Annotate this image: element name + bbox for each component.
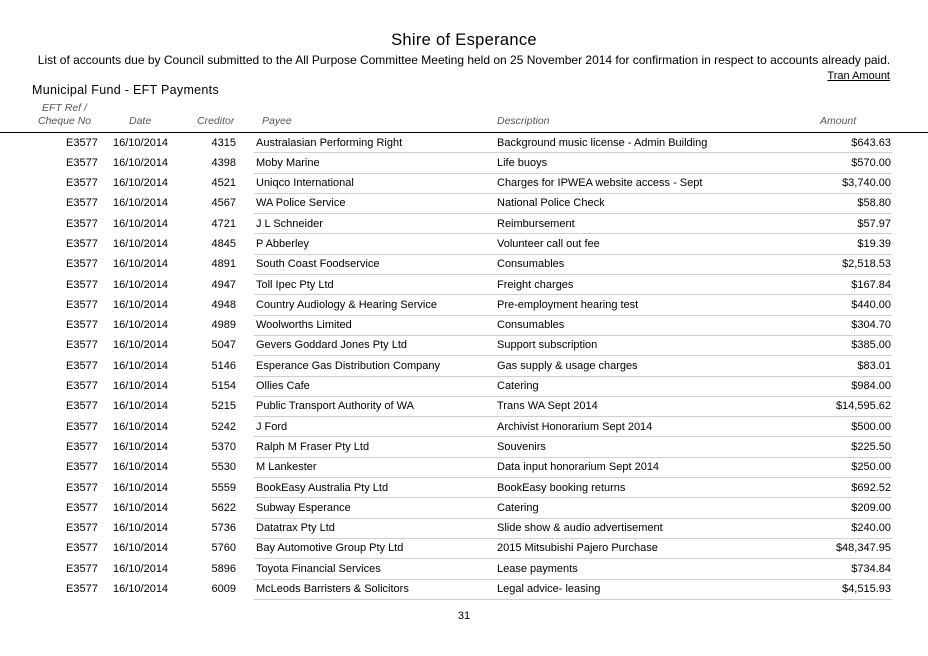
- document-title: Shire of Esperance: [391, 31, 537, 49]
- cell-description: Lease payments: [497, 562, 578, 575]
- cell-date: 16/10/2014: [113, 278, 169, 291]
- cell-eft-ref: E3577: [66, 400, 98, 413]
- cell-amount: $643.63: [851, 136, 891, 149]
- table-row: [0, 275, 928, 295]
- cell-payee: Country Audiology & Hearing Service: [256, 298, 437, 311]
- cell-payee: Datatrax Pty Ltd: [256, 522, 335, 535]
- cell-creditor: 5047: [211, 339, 236, 352]
- cell-date: 16/10/2014: [113, 380, 169, 393]
- cell-eft-ref: E3577: [66, 420, 98, 433]
- cell-creditor: 5896: [211, 562, 236, 575]
- table-row: [0, 214, 928, 234]
- column-header-row: [0, 102, 928, 133]
- cell-description: Gas supply & usage charges: [497, 359, 638, 372]
- cell-amount: $209.00: [851, 501, 891, 514]
- cell-description: Volunteer call out fee: [497, 237, 600, 250]
- cell-description: Freight charges: [497, 278, 574, 291]
- payments-table: [0, 133, 928, 600]
- cell-payee: Moby Marine: [256, 156, 320, 169]
- cell-amount: $3,740.00: [842, 177, 891, 190]
- cell-date: 16/10/2014: [113, 339, 169, 352]
- cell-date: 16/10/2014: [113, 583, 169, 596]
- cell-creditor: 5760: [211, 542, 236, 555]
- cell-payee: Esperance Gas Distribution Company: [256, 359, 441, 372]
- cell-creditor: 5154: [211, 380, 236, 393]
- cell-creditor: 5622: [211, 501, 236, 514]
- cell-eft-ref: E3577: [66, 440, 98, 453]
- column-header-date: Date: [129, 115, 152, 127]
- cell-description: Souvenirs: [497, 440, 546, 453]
- cell-description: National Police Check: [497, 197, 605, 210]
- cell-amount: $48,347.95: [835, 542, 891, 555]
- cell-date: 16/10/2014: [113, 319, 169, 332]
- cell-creditor: 4948: [211, 298, 236, 311]
- table-row: [0, 336, 928, 356]
- cell-date: 16/10/2014: [113, 136, 169, 149]
- cell-date: 16/10/2014: [113, 359, 169, 372]
- cell-eft-ref: E3577: [66, 562, 98, 575]
- cell-date: 16/10/2014: [113, 420, 169, 433]
- cell-payee: Toll Ipec Pty Ltd: [256, 278, 334, 291]
- cell-payee: J L Schneider: [256, 217, 323, 230]
- cell-payee: South Coast Foodservice: [256, 258, 380, 271]
- cell-eft-ref: E3577: [66, 522, 98, 535]
- document-subtitle: List of accounts due by Council submitted to the All Purpose Committee Meeting held on 25 November 2014 for confirmation in respect to accounts already paid.: [37, 53, 891, 67]
- cell-date: 16/10/2014: [113, 440, 169, 453]
- cell-creditor: 6009: [211, 583, 236, 596]
- cell-eft-ref: E3577: [66, 156, 98, 169]
- cell-amount: $167.84: [851, 278, 891, 291]
- table-row: [0, 417, 928, 437]
- cell-amount: $440.00: [851, 298, 891, 311]
- table-row: [0, 174, 928, 194]
- cell-amount: $570.00: [851, 156, 891, 169]
- cell-eft-ref: E3577: [66, 258, 98, 271]
- cell-amount: $984.00: [851, 380, 891, 393]
- cell-payee: J Ford: [256, 420, 288, 433]
- fund-section-title: Municipal Fund - EFT Payments: [32, 83, 220, 97]
- column-header-amount: Amount: [820, 115, 857, 127]
- cell-creditor: 4989: [211, 319, 236, 332]
- cell-date: 16/10/2014: [113, 237, 169, 250]
- column-header-creditor: Creditor: [197, 115, 235, 127]
- cell-amount: $14,595.62: [835, 400, 891, 413]
- cell-description: Reimbursement: [497, 217, 575, 230]
- cell-payee: Public Transport Authority of WA: [256, 400, 414, 413]
- column-header-description: Description: [497, 115, 550, 127]
- cell-payee: Australasian Performing Right: [256, 136, 403, 149]
- cell-creditor: 5559: [211, 481, 236, 494]
- cell-date: 16/10/2014: [113, 461, 169, 474]
- table-row: [0, 356, 928, 376]
- cell-amount: $2,518.53: [842, 258, 891, 271]
- cell-date: 16/10/2014: [113, 400, 169, 413]
- cell-date: 16/10/2014: [113, 197, 169, 210]
- table-row: [0, 458, 928, 478]
- page-number: 31: [457, 610, 471, 622]
- cell-description: 2015 Mitsubishi Pajero Purchase: [497, 542, 658, 555]
- tran-amount-label: Tran Amount: [827, 70, 890, 82]
- cell-creditor: 4315: [211, 136, 236, 149]
- cell-amount: $500.00: [851, 420, 891, 433]
- cell-creditor: 4721: [211, 217, 236, 230]
- cell-date: 16/10/2014: [113, 177, 169, 190]
- cell-amount: $225.50: [851, 440, 891, 453]
- table-row: [0, 377, 928, 397]
- cell-payee: BookEasy Australia Pty Ltd: [256, 481, 389, 494]
- cell-creditor: 5736: [211, 522, 236, 535]
- table-row: [0, 234, 928, 254]
- cell-creditor: 5146: [211, 359, 236, 372]
- table-row: [0, 295, 928, 315]
- cell-description: BookEasy booking returns: [497, 481, 626, 494]
- cell-creditor: 4891: [211, 258, 236, 271]
- cell-eft-ref: E3577: [66, 197, 98, 210]
- cell-eft-ref: E3577: [66, 461, 98, 474]
- cell-date: 16/10/2014: [113, 522, 169, 535]
- cell-date: 16/10/2014: [113, 562, 169, 575]
- cell-eft-ref: E3577: [66, 136, 98, 149]
- cell-description: Catering: [497, 380, 539, 393]
- cell-date: 16/10/2014: [113, 542, 169, 555]
- cell-creditor: 5242: [211, 420, 236, 433]
- cell-description: Trans WA Sept 2014: [497, 400, 598, 413]
- cell-description: Background music license - Admin Building: [497, 136, 708, 149]
- cell-creditor: 4567: [211, 197, 236, 210]
- cell-creditor: 4845: [211, 237, 236, 250]
- cell-creditor: 4521: [211, 177, 236, 190]
- cell-description: Catering: [497, 501, 539, 514]
- table-row: [0, 153, 928, 173]
- cell-eft-ref: E3577: [66, 319, 98, 332]
- cell-description: Pre-employment hearing test: [497, 298, 639, 311]
- table-row: [0, 194, 928, 214]
- cell-payee: WA Police Service: [256, 197, 346, 210]
- cell-eft-ref: E3577: [66, 501, 98, 514]
- cell-payee: P Abberley: [256, 237, 310, 250]
- cell-creditor: 5215: [211, 400, 236, 413]
- cell-payee: Subway Esperance: [256, 501, 351, 514]
- cell-amount: $83.01: [857, 359, 891, 372]
- cell-amount: $58.80: [857, 197, 891, 210]
- table-row: [0, 133, 928, 153]
- cell-eft-ref: E3577: [66, 237, 98, 250]
- cell-description: Data input honorarium Sept 2014: [497, 461, 660, 474]
- table-row: [0, 397, 928, 417]
- cell-payee: Ollies Cafe: [256, 380, 310, 393]
- cell-date: 16/10/2014: [113, 217, 169, 230]
- cell-description: Legal advice- leasing: [497, 583, 601, 596]
- table-row: [0, 255, 928, 275]
- cell-eft-ref: E3577: [66, 583, 98, 596]
- cell-payee: Toyota Financial Services: [256, 562, 381, 575]
- cell-amount: $250.00: [851, 461, 891, 474]
- cell-eft-ref: E3577: [66, 278, 98, 291]
- cell-payee: M Lankester: [256, 461, 317, 474]
- cell-amount: $19.39: [857, 237, 891, 250]
- cell-creditor: 4947: [211, 278, 236, 291]
- cell-amount: $692.52: [851, 481, 891, 494]
- cell-date: 16/10/2014: [113, 481, 169, 494]
- cell-eft-ref: E3577: [66, 359, 98, 372]
- cell-creditor: 4398: [211, 156, 236, 169]
- cell-eft-ref: E3577: [66, 339, 98, 352]
- column-header-eft-ref: EFT Ref /: [42, 102, 87, 114]
- cell-payee: Ralph M Fraser Pty Ltd: [256, 440, 370, 453]
- table-row: [0, 559, 928, 579]
- cell-description: Charges for IPWEA website access - Sept: [497, 177, 703, 190]
- cell-description: Slide show & audio advertisement: [497, 522, 663, 535]
- cell-date: 16/10/2014: [113, 501, 169, 514]
- cell-creditor: 5530: [211, 461, 236, 474]
- column-header-cheque-no: Cheque No: [38, 115, 92, 127]
- table-row: [0, 580, 928, 600]
- cell-date: 16/10/2014: [113, 156, 169, 169]
- cell-description: Consumables: [497, 319, 565, 332]
- table-row: [0, 437, 928, 457]
- cell-description: Consumables: [497, 258, 565, 271]
- cell-payee: Woolworths Limited: [256, 319, 352, 332]
- cell-description: Life buoys: [497, 156, 548, 169]
- cell-amount: $385.00: [851, 339, 891, 352]
- cell-amount: $734.84: [851, 562, 891, 575]
- cell-amount: $57.97: [857, 217, 891, 230]
- cell-payee: McLeods Barristers & Solicitors: [256, 583, 409, 596]
- cell-amount: $240.00: [851, 522, 891, 535]
- cell-amount: $4,515.93: [842, 583, 891, 596]
- cell-date: 16/10/2014: [113, 258, 169, 271]
- cell-creditor: 5370: [211, 440, 236, 453]
- cell-eft-ref: E3577: [66, 298, 98, 311]
- cell-description: Support subscription: [497, 339, 598, 352]
- table-row: [0, 316, 928, 336]
- column-header-payee: Payee: [262, 115, 292, 127]
- cell-eft-ref: E3577: [66, 481, 98, 494]
- cell-description: Archivist Honorarium Sept 2014: [497, 420, 653, 433]
- table-row: [0, 498, 928, 518]
- cell-payee: Bay Automotive Group Pty Ltd: [256, 542, 404, 555]
- table-row: [0, 478, 928, 498]
- cell-date: 16/10/2014: [113, 298, 169, 311]
- cell-eft-ref: E3577: [66, 380, 98, 393]
- cell-eft-ref: E3577: [66, 177, 98, 190]
- table-row: [0, 539, 928, 559]
- cell-payee: Gevers Goddard Jones Pty Ltd: [256, 339, 408, 352]
- cell-amount: $304.70: [851, 319, 891, 332]
- cell-payee: Uniqco International: [256, 177, 354, 190]
- table-row: [0, 519, 928, 539]
- cell-eft-ref: E3577: [66, 542, 98, 555]
- cell-eft-ref: E3577: [66, 217, 98, 230]
